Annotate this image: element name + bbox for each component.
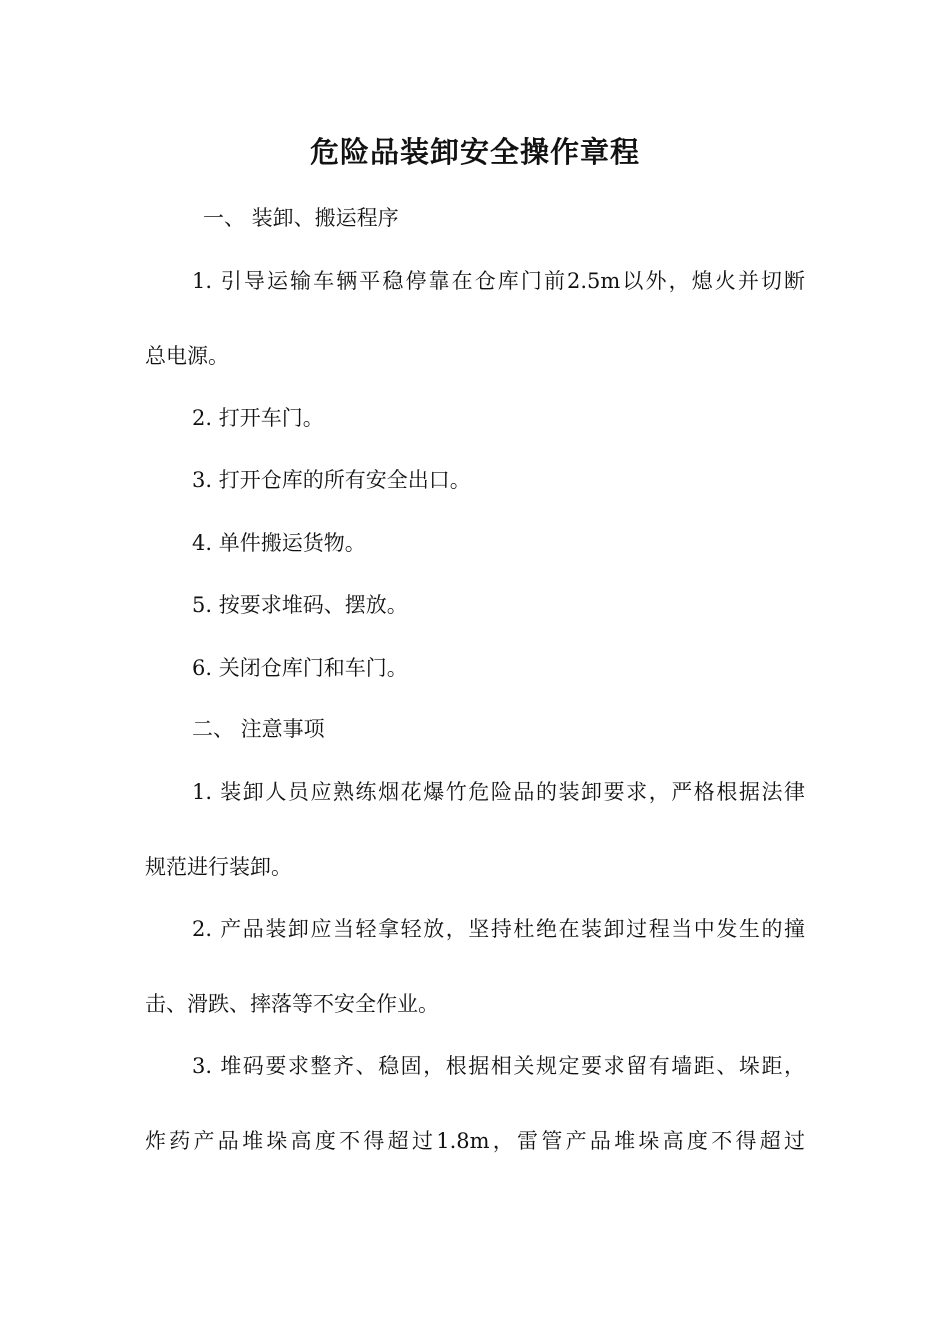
notes-item-2-line-2: 击、滑跌、摔落等不安全作业。 bbox=[145, 992, 439, 1016]
document-title: 危险品装卸安全操作章程 bbox=[309, 135, 640, 169]
notes-item-1-line-2: 规范进行装卸。 bbox=[145, 855, 292, 879]
section-heading-notes: 二、 注意事项 bbox=[192, 717, 325, 741]
procedure-item-3: 3. 打开仓库的所有安全出口。 bbox=[192, 468, 471, 492]
notes-item-3-line-2: 炸药产品堆垛高度不得超过1.8m，雷管产品堆垛高度不得超过 bbox=[145, 1129, 805, 1153]
notes-item-2-line-1: 2. 产品装卸应当轻拿轻放，坚持杜绝在装卸过程当中发生的撞 bbox=[192, 917, 805, 941]
procedure-item-5: 5. 按要求堆码、摆放。 bbox=[192, 593, 408, 617]
notes-item-3-line-1: 3. 堆码要求整齐、稳固，根据相关规定要求留有墙距、垛距， bbox=[192, 1054, 805, 1078]
notes-item-1-line-1: 1. 装卸人员应熟练烟花爆竹危险品的装卸要求，严格根据法律 bbox=[192, 780, 805, 804]
procedure-item-1-line-1: 1. 引导运输车辆平稳停靠在仓库门前2.5m以外，熄火并切断 bbox=[192, 269, 805, 293]
section-heading-procedure: 一、 装卸、搬运程序 bbox=[203, 206, 399, 230]
procedure-item-4: 4. 单件搬运货物。 bbox=[192, 531, 366, 555]
procedure-item-2: 2. 打开车门。 bbox=[192, 406, 324, 430]
procedure-item-1-line-2: 总电源。 bbox=[145, 344, 229, 368]
procedure-item-6: 6. 关闭仓库门和车门。 bbox=[192, 656, 408, 680]
